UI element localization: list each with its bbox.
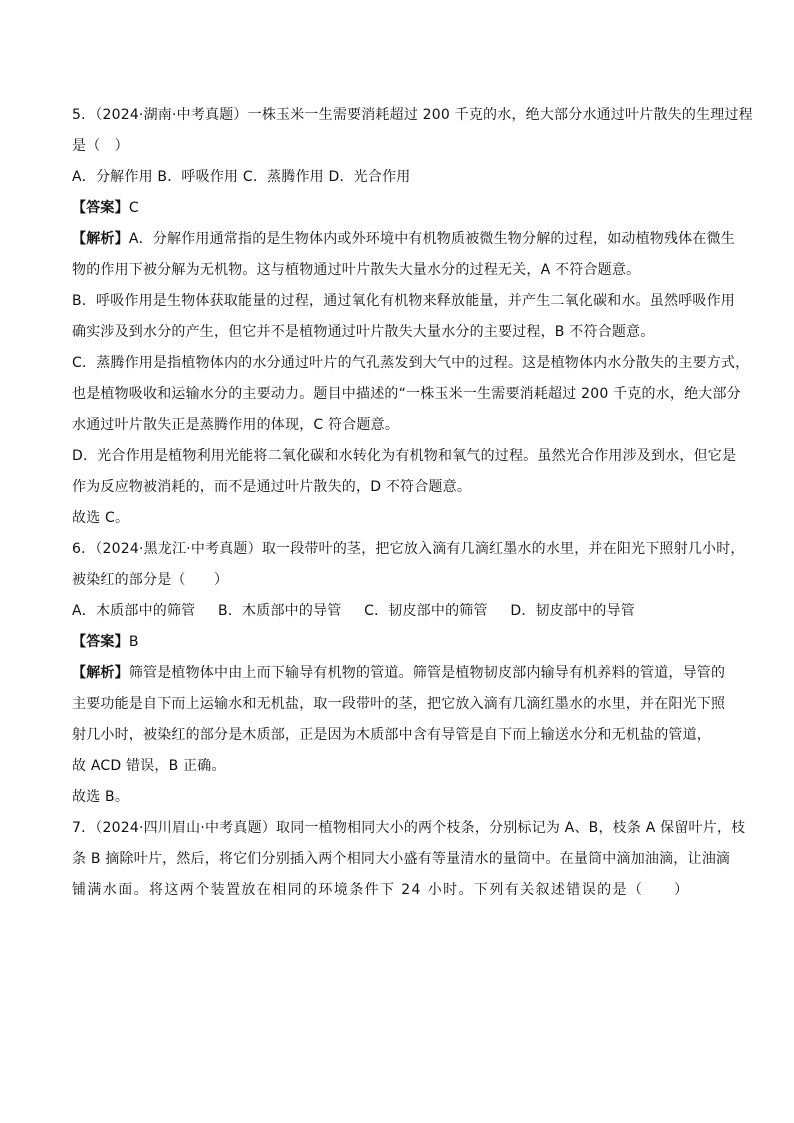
analysis-line: D．光合作用是植物利用光能将二氧化碳和水转化为有机物和氧气的过程。虽然光合作用涉及到水，但它是 <box>72 448 737 464</box>
bracket-tag: 【答案】 <box>72 634 129 650</box>
conclusion-line: 故选 B。 <box>72 789 130 805</box>
question-7 <box>72 813 746 906</box>
answer-line: 【答案】C <box>72 200 139 216</box>
analysis-line: 作为反应物被消耗的，而不是通过叶片散失的，D 不符合题意。 <box>72 479 472 495</box>
analysis-line: 确实涉及到水分的产生，但它并不是植物通过叶片散失大量水分的主要过程，B 不符合题意。 <box>72 324 655 340</box>
question-stem-line: 7．（2024·四川眉山·中考真题）取同一植物相同大小的两个枝条，分别标记为 A、B，枝条 A 保留叶片，枝 <box>72 820 746 836</box>
option-c: C．韧皮部中的筛管 <box>364 603 488 619</box>
option-a: A．木质部中的筛管 <box>72 603 196 619</box>
analysis-line: 水通过叶片散失正是蒸腾作用的体现，C 符合题意。 <box>72 417 400 433</box>
analysis-line: 物的作用下被分解为无机物。这与植物通过叶片散失大量水分的过程无关，A 不符合题意。 <box>72 262 641 278</box>
question-stem-line: 铺满水面。将这两个装置放在相同的环境条件下 24 小时。下列有关叙述错误的是（ ） <box>72 882 690 898</box>
conclusion-line: 故选 C。 <box>72 510 130 526</box>
analysis-line: 故 ACD 错误，B 正确。 <box>72 758 226 774</box>
analysis-line: 也是植物吸收和运输水分的主要动力。题目中描述的“一株玉米一生需要消耗超过 200 千克的水，绝大部分 <box>72 386 741 402</box>
bracket-tag: 【解析】 <box>72 665 129 681</box>
analysis-line: C．蒸腾作用是指植物体内的水分通过叶片的气孔蒸发到大气中的过程。这是植物体内水分散失的主要方式， <box>72 355 750 371</box>
options-line <box>72 596 724 627</box>
analysis-line: 主要功能是自下而上运输水和无机盐，取一段带叶的茎，把它放入滴有几滴红墨水的水里，并在阳光下照 <box>72 696 726 712</box>
question-6 <box>72 534 745 813</box>
answer-line: 【答案】B <box>72 634 139 650</box>
question-stem-line: 条 B 摘除叶片，然后，将它们分别插入两个相同大小盛有等量清水的量筒中。在量筒中滴加油滴，让油滴 <box>72 851 731 867</box>
analysis-line: 【解析】筛管是植物体中由上而下输导有机物的管道。筛管是植物韧皮部内输导有机养料的管道，导管的 <box>72 665 726 681</box>
question-stem-line: 是（ ） <box>72 138 129 154</box>
option-b: B．木质部中的导管 <box>218 603 342 619</box>
question-stem-line: 5．（2024·湖南·中考真题）一株玉米一生需要消耗超过 200 千克的水，绝大部分水通过叶片散失的生理过程 <box>72 107 753 123</box>
question-stem-line: 被染红的部分是（ ） <box>72 572 229 588</box>
analysis-line: B．呼吸作用是生物体获取能量的过程，通过氧化有机物来释放能量，并产生二氧化碳和水。虽然呼吸作用 <box>72 293 736 309</box>
question-stem-line: 6．（2024·黑龙江·中考真题）取一段带叶的茎，把它放入滴有几滴红墨水的水里，并在阳光下照射几小时， <box>72 541 745 557</box>
bracket-tag: 【解析】 <box>72 231 129 247</box>
analysis-line: 射几小时，被染红的部分是木质部，正是因为木质部中含有导管是自下而上输送水分和无机盐的管道， <box>72 727 711 743</box>
analysis-line: 【解析】A．分解作用通常指的是生物体内或外环境中有机物质被微生物分解的过程，如动植物残体在微生 <box>72 231 735 247</box>
option-d: D．韧皮部中的导管 <box>510 603 635 619</box>
bracket-tag: 【答案】 <box>72 200 129 216</box>
question-5 <box>72 100 753 534</box>
options-line: A．分解作用 B．呼吸作用 C．蒸腾作用 D．光合作用 <box>72 169 411 185</box>
